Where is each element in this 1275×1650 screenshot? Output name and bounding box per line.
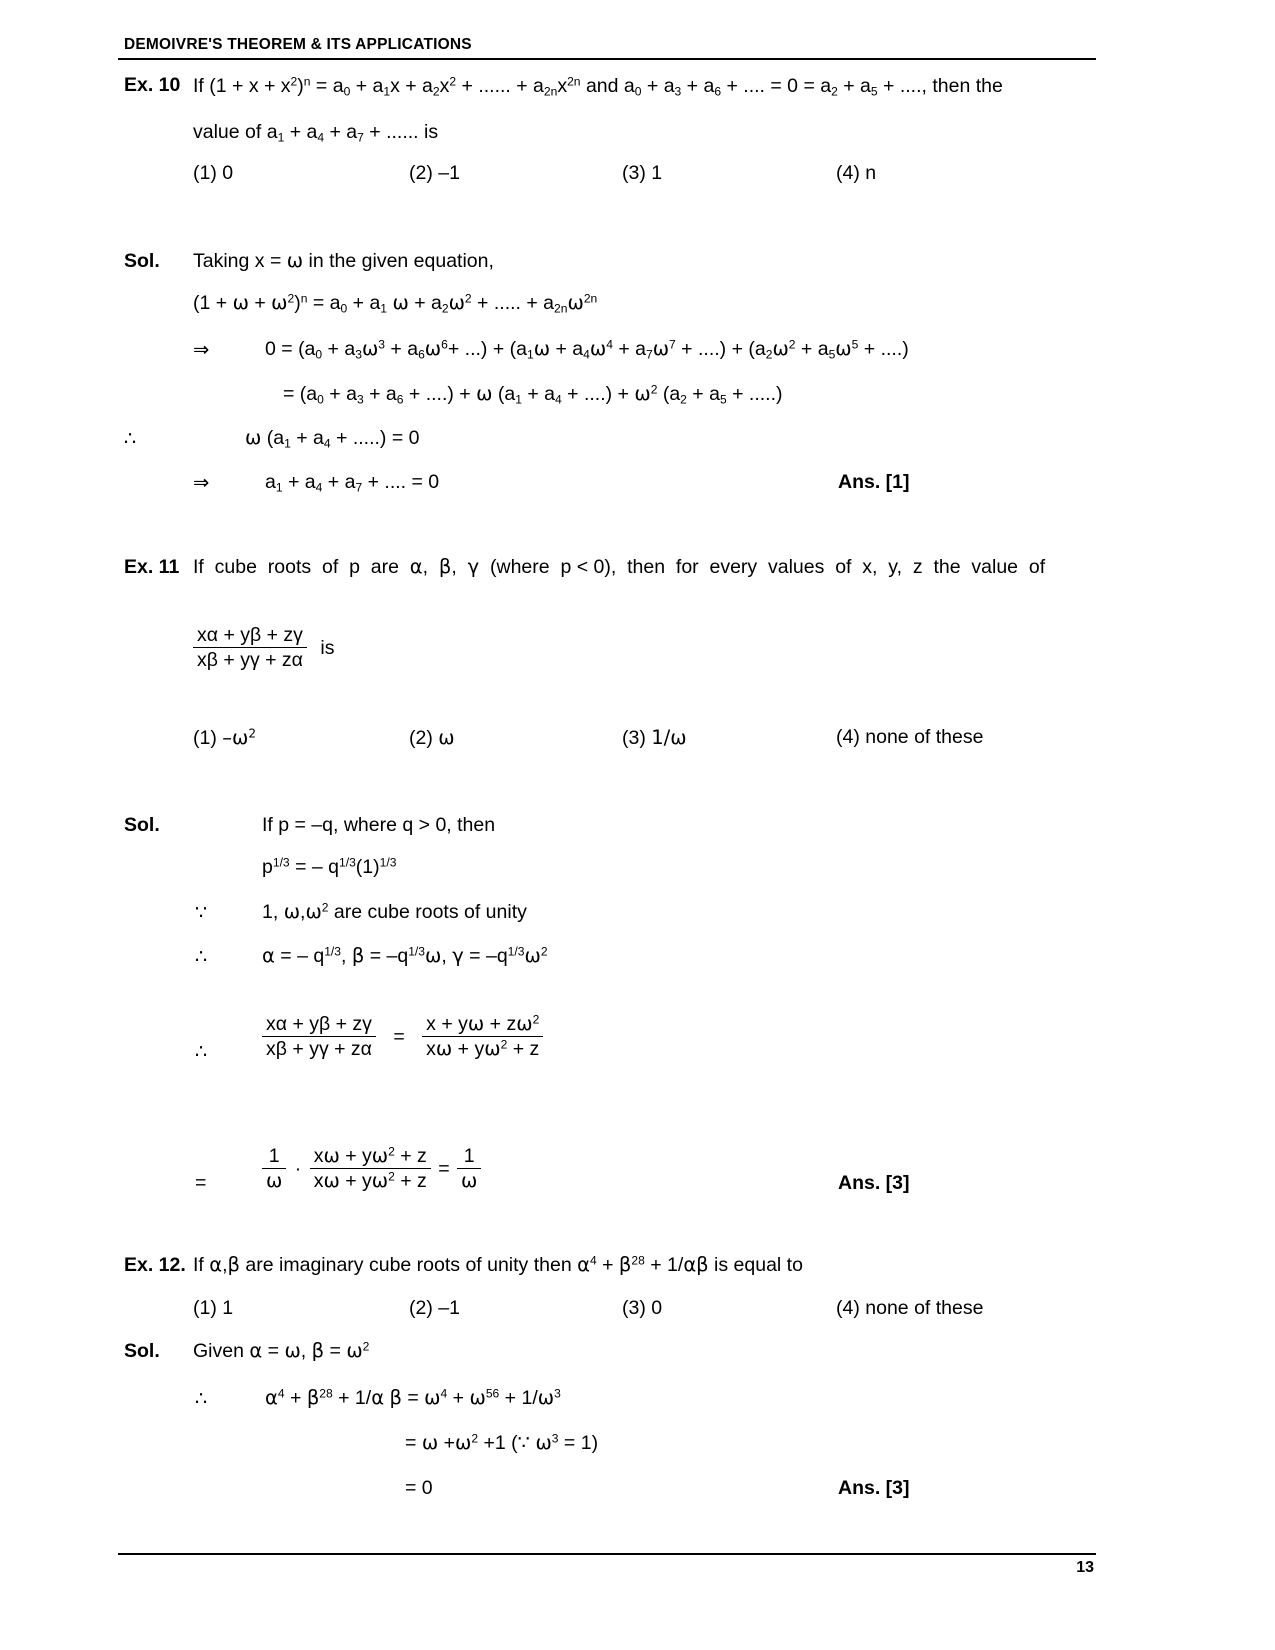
- ex12-option-3-text: 0: [651, 1297, 663, 1319]
- ex11-option-2-text: ω: [438, 726, 455, 749]
- ex11-option-3-num: (3): [622, 727, 646, 749]
- ex11-question-line1: If cube roots of p are α, β, γ (where p < 0), then for every values of x, y, z the value of: [193, 555, 1046, 578]
- ex11-sol-final-fraction-3: [457, 1145, 481, 1193]
- ex12-sol-line4: = 0: [405, 1477, 433, 1499]
- ex11-sol-final-line: [262, 1145, 481, 1193]
- ex11-sol-fraction-left-numerator: xα + yβ + zγ: [262, 1013, 376, 1037]
- ex10-answer: Ans. [1]: [838, 471, 910, 493]
- ex11-option-3-text: 1/ω: [651, 726, 687, 749]
- ex12-sol-therefore: ∴: [195, 1387, 208, 1410]
- ex12-question-line1: If α,β are imaginary cube roots of unity then $\alpha^4 + \beta^{28} + 1/\alpha\beta$ is equal to: [193, 1253, 803, 1276]
- ex12-option-1[interactable]: [193, 1297, 233, 1320]
- ex12-option-4-text: none of these: [865, 1297, 984, 1319]
- ex10-option-4[interactable]: [836, 162, 876, 185]
- ex11-sol-label: Sol.: [124, 814, 160, 836]
- ex10-question-line2: value of $a_1 + a_4 + a_7$ + ...... is: [193, 121, 439, 145]
- ex11-sol-final-fraction-1-numerator: 1: [262, 1145, 286, 1169]
- ex11-sol-equals-1: =: [393, 1025, 405, 1048]
- ex11-option-3[interactable]: [622, 726, 687, 750]
- ex10-sol-label: Sol.: [124, 250, 160, 272]
- ex11-option-4[interactable]: [836, 726, 983, 749]
- header-title: DEMOIVRE'S THEOREM & ITS APPLICATIONS: [124, 36, 472, 53]
- ex10-sol-implies-1: ⇒: [193, 338, 210, 361]
- ex10-question-line1: If $(1 + x + x^2)^n = a_0 + a_1x + a_2x^2$ + ...... + $a_{2n}x^{2n}$ and $a_0 + a_3 + a_6$ + .... = $0 = a_2 + a_5$ + ...., then the: [193, 74, 1003, 99]
- header-divider: [118, 58, 1096, 60]
- ex10-sol-line3: $0 = (a_0 + a_3\omega^3 + a_6\omega^6+$ ...) + ($a_1\omega + a_4\omega^4 + a_7\omega^7$ + ....) + ($a_2\omega^2 + a_5\omega^5$ + ....): [265, 337, 909, 362]
- ex10-sol-line4: = ($a_0 + a_3 + a_6$ + ....) + ω ($a_1 + a_4$ + ....) + $\omega^2$ ($a_2 + a_5$ + .....): [283, 382, 783, 407]
- ex11-fraction-numerator: xα + yβ + zγ: [193, 624, 307, 648]
- ex11-sol-final-fraction-3-numerator: 1: [457, 1145, 481, 1169]
- ex12-option-2[interactable]: [409, 1297, 460, 1320]
- page-header: [118, 36, 1096, 60]
- ex12-option-4-num: (4): [836, 1297, 860, 1319]
- ex11-sol-equals-2: =: [195, 1172, 207, 1194]
- ex10-sol-therefore: ∴: [124, 427, 137, 450]
- ex11-sol-equals-3: =: [438, 1157, 450, 1180]
- ex12-sol-label: Sol.: [124, 1340, 160, 1362]
- ex11-sol-final-fraction-1: [262, 1145, 286, 1193]
- ex11-label: Ex. 11: [124, 556, 180, 578]
- ex10-sol-line5: ω ($a_1 + a_4$ + .....) = 0: [245, 426, 420, 451]
- ex11-sol-because-1: ∵: [195, 901, 208, 924]
- ex12-option-4[interactable]: [836, 1297, 983, 1320]
- ex11-sol-fraction-left: [262, 1013, 376, 1061]
- ex11-option-1-text: $-\omega^2$: [222, 726, 257, 749]
- ex11-answer: Ans. [3]: [838, 1172, 910, 1194]
- ex11-sol-final-fraction-2-denominator: $x\omega + y\omega^2 + z$: [313, 1169, 427, 1193]
- page-footer: [118, 1553, 1096, 1577]
- ex10-option-2[interactable]: [409, 162, 460, 185]
- ex12-option-2-num: (2): [409, 1297, 433, 1319]
- ex11-sol-therefore-1: ∴: [195, 945, 208, 968]
- ex11-question-fraction-wrap: [193, 624, 334, 672]
- ex11-sol-frac-equation: [262, 1013, 543, 1061]
- ex10-sol-line2: $(1 + \omega + \omega^2)^n = a_0 + a_1$ $\omega + a_2\omega^2$ + ..... + $a_{2n}\omega^{2n}$: [193, 291, 598, 316]
- ex11-sol-fraction-left-denominator: xβ + yγ + zα: [266, 1038, 372, 1061]
- ex11-option-2[interactable]: [409, 726, 455, 750]
- ex11-sol-line3: 1, $\omega,\omega^2$ are cube roots of unity: [262, 900, 527, 923]
- ex11-sol-line4: α = – $q^{1/3}$, $\beta = -q^{1/3}\omega$, $\gamma = -q^{1/3}\omega^2$: [262, 944, 548, 967]
- ex11-option-4-num: (4): [836, 726, 860, 748]
- ex10-option-1[interactable]: [193, 162, 233, 185]
- ex11-sol-multiply-dot: ·: [294, 1157, 302, 1180]
- ex11-sol-fraction-right: [422, 1013, 543, 1061]
- ex12-option-2-text: –1: [438, 1297, 460, 1319]
- ex10-option-1-num: (1): [193, 162, 217, 184]
- ex11-sol-therefore-2: ∴: [195, 1040, 208, 1063]
- ex11-option-4-text: none of these: [865, 726, 984, 748]
- ex12-option-1-text: 1: [222, 1297, 234, 1319]
- ex11-option-2-num: (2): [409, 727, 433, 749]
- ex12-answer: Ans. [3]: [838, 1477, 910, 1499]
- ex12-option-1-num: (1): [193, 1297, 217, 1319]
- ex10-option-4-num: (4): [836, 162, 860, 184]
- ex12-option-3[interactable]: [622, 1297, 662, 1320]
- ex11-sol-final-fraction-3-denominator: ω: [461, 1169, 478, 1193]
- ex11-sol-final-fraction-2: [310, 1145, 431, 1193]
- ex11-fraction-denominator: xβ + yγ + zα: [197, 649, 303, 672]
- ex11-option-1-num: (1): [193, 727, 217, 749]
- ex11-question-is: is: [320, 636, 335, 659]
- ex10-sol-line6: $a_1 + a_4 + a_7$ + .... = 0: [265, 471, 440, 495]
- ex10-option-4-text: n: [865, 162, 877, 184]
- ex10-label: Ex. 10: [124, 74, 181, 96]
- ex10-sol-line1: Taking x = ω in the given equation,: [193, 249, 494, 272]
- ex11-sol-fraction-right-numerator: $x + y\omega + z\omega^2$: [422, 1013, 543, 1037]
- ex12-sol-line1: Given α = ω, $\beta = \omega^2$: [193, 1339, 370, 1362]
- ex12-label: Ex. 12.: [124, 1254, 186, 1276]
- ex11-sol-line2: $p^{1/3}$ = – $q^{1/3}(1)^{1/3}$: [262, 855, 397, 878]
- ex12-sol-line2: $\alpha^4 + \beta^{28} + 1/\alpha$ $\beta = \omega^4 + \omega^{56} + 1/\omega^3$: [265, 1386, 561, 1409]
- ex12-option-3-num: (3): [622, 1297, 646, 1319]
- ex10-option-3-num: (3): [622, 162, 646, 184]
- ex11-sol-final-fraction-2-numerator: $x\omega + y\omega^2 + z$: [310, 1145, 431, 1169]
- ex10-option-2-num: (2): [409, 162, 433, 184]
- ex11-sol-fraction-right-denominator: $x\omega + y\omega^2 + z$: [426, 1037, 540, 1061]
- ex12-sol-line3: = $\omega +\omega^2 +1$ (∵ $\omega^3 = 1$): [405, 1431, 599, 1454]
- ex10-option-2-text: –1: [438, 162, 460, 184]
- ex11-option-1[interactable]: [193, 726, 256, 750]
- ex10-option-1-text: 0: [222, 162, 234, 184]
- ex10-option-3-text: 1: [651, 162, 663, 184]
- ex11-sol-final-fraction-1-denominator: ω: [266, 1169, 283, 1193]
- ex11-question-fraction: [193, 624, 307, 672]
- ex10-sol-implies-2: ⇒: [193, 471, 210, 494]
- ex10-option-3[interactable]: [622, 162, 662, 185]
- ex11-sol-line1: If p = –q, where q > 0, then: [262, 814, 496, 836]
- page-number: 13: [1076, 1559, 1094, 1576]
